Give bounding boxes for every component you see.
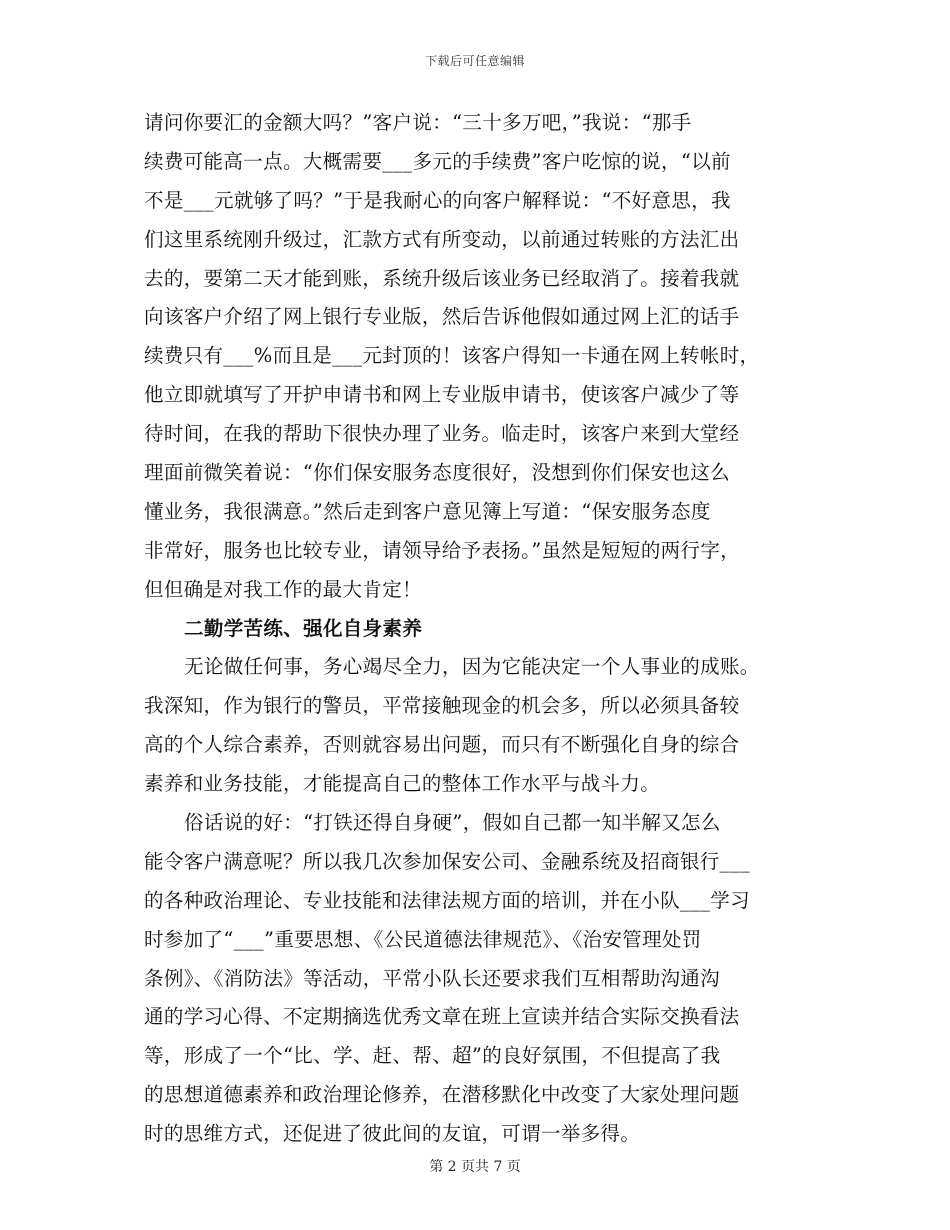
- paragraph-line: 俗话说的好：“打铁还得自身硬”，假如自己都一知半解又怎么: [184, 811, 721, 835]
- paragraph-line: 时的思维方式，还促进了彼此间的友谊，可谓一举多得。: [144, 1122, 641, 1146]
- paragraph-line: 们这里系统刚升级过，汇款方式有所变动，以前通过转账的方法汇出: [144, 227, 740, 251]
- paragraph-line: 向该客户介绍了网上银行专业版，然后告诉他假如通过网上汇的话手: [144, 305, 740, 329]
- paragraph-line: 非常好，服务也比较专业，请领导给予表扬。”虽然是短短的两行字，: [144, 538, 741, 562]
- paragraph-line: 无论做任何事，务心竭尽全力，因为它能决定一个人事业的成账。: [184, 655, 760, 679]
- paragraph-line: 理面前微笑着说：“你们保安服务态度很好，没想到你们保安也这么: [144, 461, 730, 485]
- paragraph-line: 请问你要汇的金额大吗？”客户说：“三十多万吧，”我说：“那手: [144, 111, 692, 134]
- section-heading: 二勤学苦练、强化自身素养: [184, 616, 423, 640]
- page-footer: 第 2 页共 7 页: [429, 1159, 521, 1175]
- paragraph-line: 能令客户满意呢？所以我几次参加保安公司、金融系统及招商银行___: [144, 849, 750, 873]
- paragraph-line: 待时间，在我的帮助下很快办理了业务。临走时，该客户来到大堂经: [144, 422, 740, 446]
- paragraph-line: 他立即就填写了开护申请书和网上专业版申请书，使该客户减少了等: [144, 383, 740, 407]
- paragraph-line: 通的学习心得、不定期摘选优秀文章在班上宣读并结合实际交换看法: [144, 1005, 740, 1029]
- paragraph-line: 续费可能高一点。大概需要___多元的手续费”客户吃惊的说，“以前: [144, 149, 731, 173]
- paragraph-line: 的各种政治理论、专业技能和法律法规方面的培训，并在小队___学习: [144, 888, 750, 912]
- paragraph-line: 懂业务，我很满意。”然后走到客户意见簿上写道：“保安服务态度: [144, 499, 711, 523]
- paragraph-line: 条例》、《消防法》等活动，平常小队长还要求我们互相帮助沟通沟: [144, 966, 721, 990]
- paragraph-line: 续费只有___%而且是___元封顶的！该客户得知一卡通在网上转帐时，: [144, 344, 760, 368]
- paragraph-line: 不是___元就够了吗？”于是我耐心的向客户解释说：“不好意思，我: [144, 188, 731, 212]
- document-body: [144, 104, 812, 1154]
- paragraph-line: 去的，要第二天才能到账，系统升级后该业务已经取消了。接着我就: [144, 266, 740, 290]
- paragraph-line: 但但确是对我工作的最大肯定！: [144, 577, 422, 601]
- page-header: 下载后可任意编辑: [424, 54, 525, 68]
- paragraph-line: 等，形成了一个“比、学、赶、帮、超”的良好氛围，不但提高了我: [144, 1044, 721, 1068]
- paragraph-line: 的思想道德素养和政治理论修养，在潜移默化中改变了大家处理问题: [144, 1083, 740, 1107]
- paragraph-line: 时参加了“___”重要思想、《公民道德法律规范》、《治安管理处罚: [144, 927, 702, 951]
- paragraph-line: 高的个人综合素养，否则就容易出问题，而只有不断强化自身的综合: [144, 733, 740, 757]
- paragraph-line: 我深知，作为银行的警员，平常接触现金的机会多，所以必须具备较: [144, 694, 740, 718]
- paragraph-line: 素养和业务技能，才能提高自己的整体工作水平与战斗力。: [144, 772, 661, 796]
